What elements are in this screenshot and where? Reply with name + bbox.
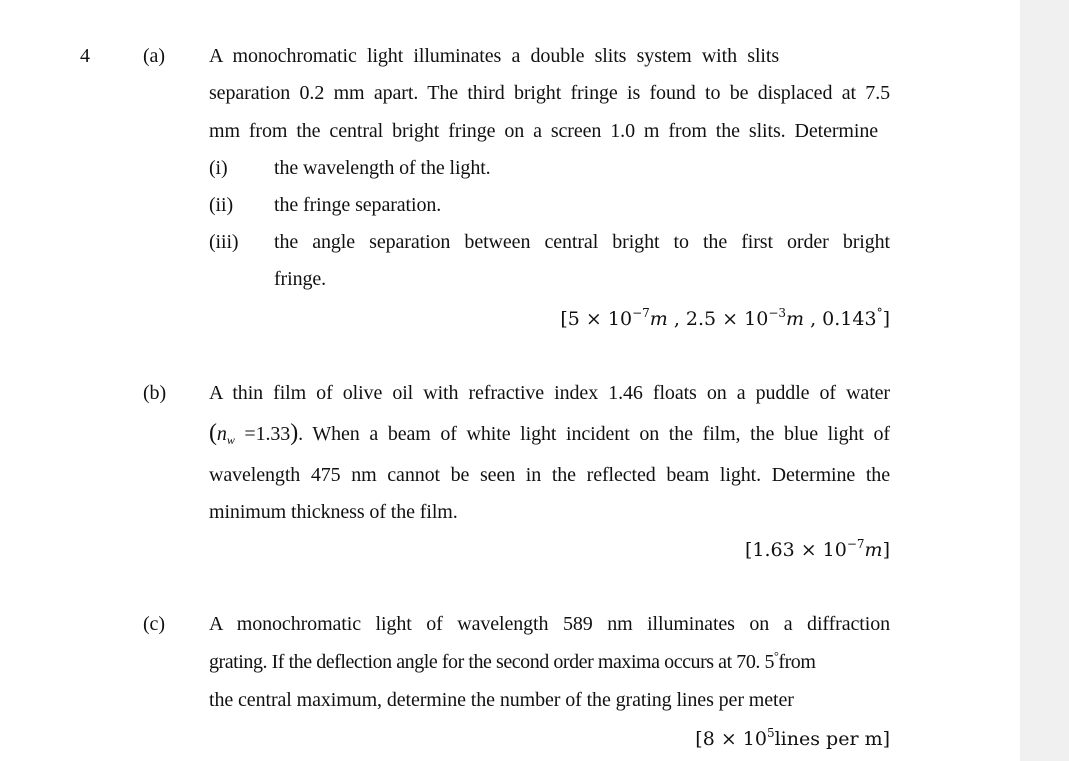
part-b-line-2 — [209, 421, 890, 446]
part-a-answer-end: , 0.143 — [804, 308, 877, 330]
part-b-n-value: =1.33 — [234, 423, 291, 445]
part-b-line-4: minimum thickness of the film. — [209, 501, 458, 523]
part-b-paren-open: ( — [209, 420, 217, 446]
part-a-answer-mid: , 2.5 × 10 — [667, 308, 769, 330]
part-c-label: (c) — [143, 613, 165, 635]
part-c-answer — [695, 727, 890, 751]
part-a-item-label-iii: (iii) — [209, 231, 239, 253]
part-a-answer-degree: ° — [876, 306, 883, 320]
part-c-answer-open: [8 × 10 — [695, 728, 767, 750]
part-b-answer-close: ] — [882, 539, 890, 561]
part-b-paren-close: ) — [290, 420, 299, 446]
part-a-answer-unit1: m — [649, 308, 668, 330]
part-a-item-text-iii-cont: fringe. — [274, 268, 327, 290]
part-c-line-2b: from — [778, 651, 816, 673]
part-a-answer-exp2: −3 — [768, 306, 787, 320]
part-a-line-1: A monochromatic light illuminates a double slits system with slits — [209, 45, 779, 67]
part-a-item-label-i: (i) — [209, 157, 228, 179]
part-b-answer-open: [1.63 × 10 — [744, 539, 847, 561]
part-b-line-2-rest: . When a beam of white light incident on the film, the blue light of — [298, 423, 890, 445]
part-a-item-text-ii: the fringe separation. — [274, 194, 442, 216]
part-b-answer-exp: −7 — [846, 537, 865, 551]
part-b-n-symbol: n — [216, 423, 227, 445]
part-c-answer-exp: 5 — [766, 726, 775, 740]
part-a-item-text-i: the wavelength of the light. — [274, 157, 491, 179]
part-c-answer-rest: lines per m] — [774, 728, 890, 750]
part-a-line-3: mm from the central bright fringe on a screen 1.0 m from the slits. Determine — [209, 120, 878, 142]
part-c-line-3: the central maximum, determine the number of the grating lines per meter — [209, 689, 794, 711]
part-b-answer — [745, 538, 890, 562]
side-margin-panel — [1020, 0, 1069, 761]
part-c-line-2 — [209, 650, 815, 674]
part-a-item-text-iii: the angle separation between central bright to the first order bright — [274, 231, 890, 253]
question-number: 4 — [80, 45, 90, 67]
part-c-degree: ° — [774, 649, 779, 663]
part-a-answer-close: ] — [882, 308, 890, 330]
part-b-line-1: A thin film of olive oil with refractive index 1.46 floats on a puddle of water — [209, 382, 890, 404]
part-b-answer-unit: m — [864, 539, 883, 561]
part-a-label: (a) — [143, 45, 165, 67]
part-c-line-1: A monochromatic light of wavelength 589 nm illuminates on a diffraction — [209, 613, 890, 635]
part-c-line-2a: grating. If the deflection angle for the second order maxima occurs at 70. 5 — [209, 651, 775, 673]
part-a-answer-exp1: −7 — [632, 306, 650, 320]
part-a-answer-open: [5 × 10 — [560, 308, 633, 330]
part-b-line-3: wavelength 475 nm cannot be seen in the reflected beam light. Determine the — [209, 464, 890, 486]
part-a-answer-unit2: m — [786, 308, 805, 330]
part-b-n-subscript: w — [226, 433, 235, 447]
part-b-label: (b) — [143, 382, 167, 404]
part-a-line-2: separation 0.2 mm apart. The third bright fringe is found to be displaced at 7.5 — [209, 82, 890, 104]
part-a-answer — [560, 307, 890, 331]
part-a-item-label-ii: (ii) — [209, 194, 234, 216]
